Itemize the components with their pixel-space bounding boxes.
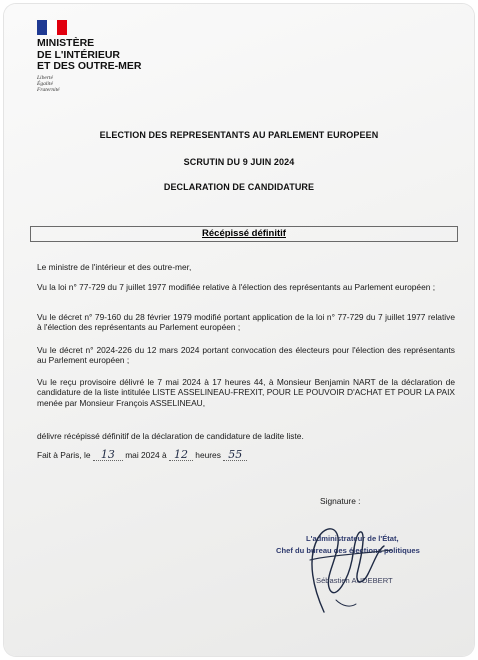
- election-title: ELECTION DES REPRESENTANTS AU PARLEMENT EUROPEEN: [99, 130, 379, 140]
- vu-paragraph-2: Vu le décret n° 79-160 du 28 février 1979 modifié portant application de la loi n° 77-729 du 7 juillet 1977 relative à l'élection des représentants au Parlement européen ;: [37, 312, 455, 333]
- signature-stroke-3: [336, 600, 356, 606]
- vu-paragraph-1: Vu la loi n° 77-729 du 7 juillet 1977 modifiée relative à l'élection des représentants au Parlement européen ;: [37, 282, 436, 292]
- scrutin-title: SCRUTIN DU 9 JUIN 2024: [183, 157, 295, 167]
- republic-motto: [37, 75, 60, 94]
- decision-line: délivre récépissé définitif de la déclaration de candidature de ladite liste.: [37, 431, 304, 441]
- signatory-name: Sébastien AUDEBERT: [316, 576, 393, 585]
- motto-egalite: Égalité: [37, 81, 53, 88]
- stamp-line-1: L'administrateur de l'État,: [306, 534, 399, 543]
- receipt-title-box: [30, 226, 458, 242]
- date-prefix: Fait à Paris, le: [37, 450, 91, 460]
- ministry-line-1: MINISTÈRE: [37, 37, 95, 49]
- vu-paragraph-3: Vu le décret n° 2024-226 du 12 mars 2024 portant convocation des électeurs pour l'élection des représentants au Parlement européen ;: [37, 345, 455, 366]
- signature-stroke-1: [312, 529, 384, 612]
- date-minutes-handwritten: 55: [223, 450, 247, 461]
- ministry-line-2: DE L'INTÉRIEUR: [37, 48, 121, 61]
- declaration-title: DECLARATION DE CANDIDATURE: [163, 182, 315, 192]
- flag-red-stripe: [57, 20, 67, 35]
- motto-liberte: Liberté: [37, 75, 53, 81]
- signature-stroke-2: [310, 550, 392, 560]
- ministry-name: [37, 38, 237, 73]
- signature-label: Signature :: [320, 496, 361, 506]
- date-day-handwritten: 13: [93, 450, 123, 461]
- ministry-line-3: ET DES OUTRE-MER: [37, 60, 142, 72]
- handwritten-signature: [296, 520, 406, 614]
- flag-white-stripe: [47, 20, 57, 35]
- republic-flag-icon: [37, 20, 67, 35]
- document-sheet: [4, 4, 474, 656]
- receipt-title: Récépissé définitif: [202, 228, 286, 239]
- stamp-line-2: Chef du bureau des élections politiques: [276, 546, 420, 555]
- date-hour-handwritten: 12: [169, 450, 193, 461]
- hours-label: heures: [195, 450, 221, 460]
- intro-line: Le ministre de l'intérieur et des outre-mer,: [37, 262, 192, 272]
- flag-blue-stripe: [37, 20, 47, 35]
- motto-fraternite: Fraternité: [37, 87, 60, 94]
- date-line: [37, 450, 455, 461]
- date-mid: mai 2024 à: [125, 450, 167, 460]
- vu-paragraph-4: Vu le reçu provisoire délivré le 7 mai 2024 à 17 heures 44, à Monsieur Benjamin NART de la déclaration de candidature de la liste intitulée LISTE ASSELINEAU-FREXIT, POUR LE POUVOIR D'ACHAT ET POUR LA PAIX menée par Monsieur François ASSELINEAU,: [37, 377, 455, 408]
